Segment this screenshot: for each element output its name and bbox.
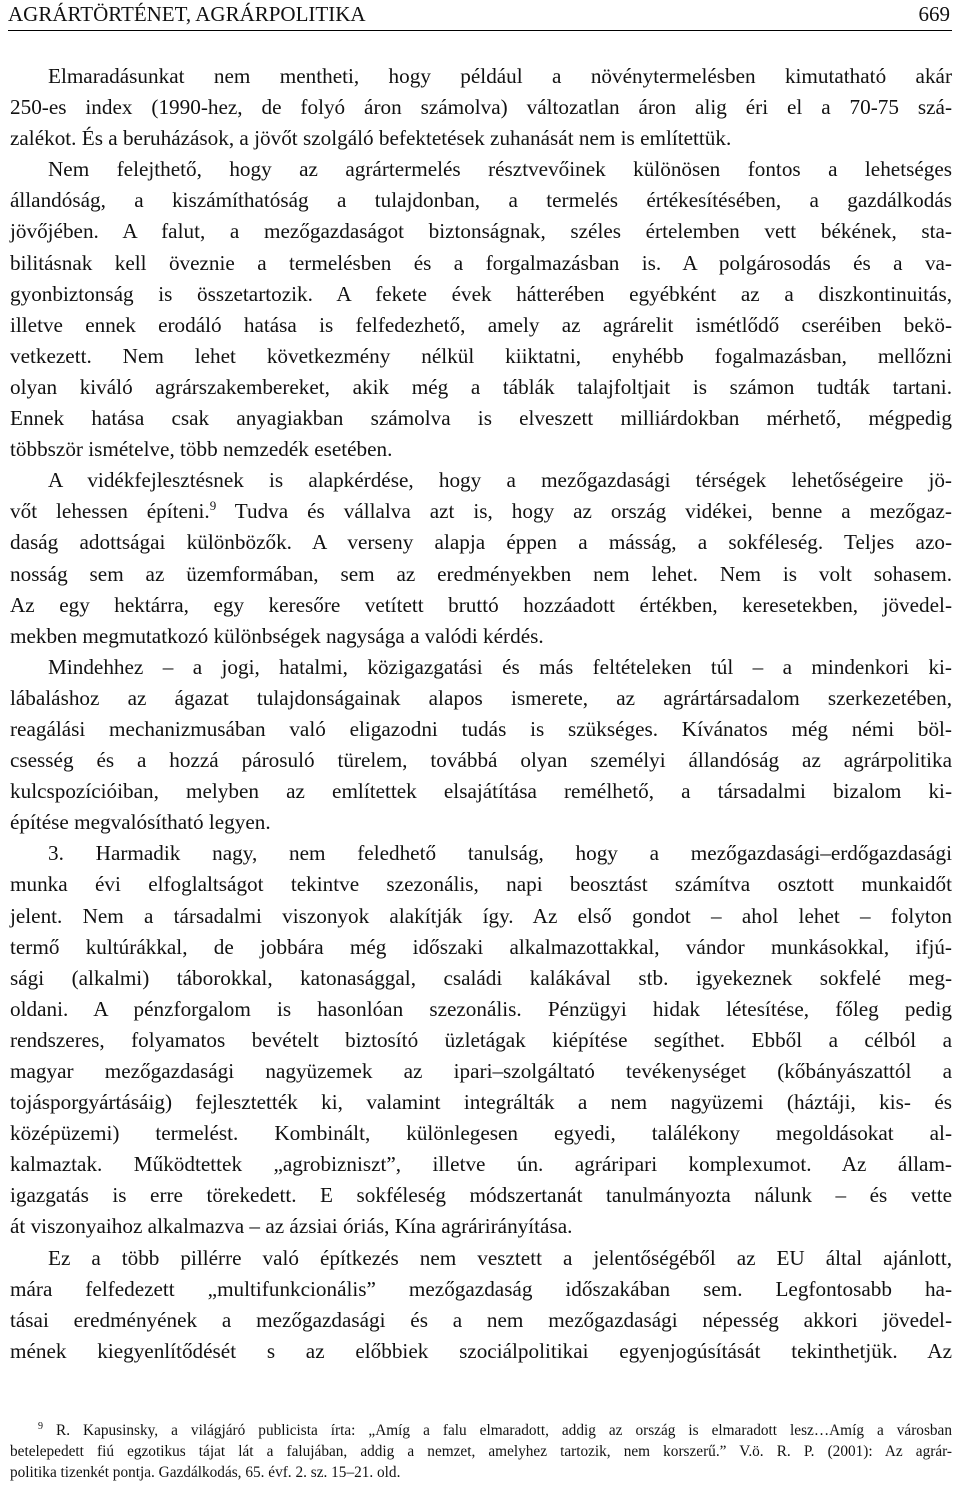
text-line: kalmaztak. Működtettek „agrobiznisztˮ, illetve ún. agráripari komplexumot. Az állam- <box>10 1152 952 1177</box>
text-line: mára felfedezett „multifunkcionálisˮ mezőgazdaság időszakában sem. Legfontosabb ha- <box>10 1276 952 1301</box>
text-line: jelent. Nem a társadalmi viszonyok alakítják így. Az első gondot – ahol lehet – folyton <box>10 903 952 928</box>
text-line: bilitásnak kell öveznie a termelésben és a forgalmazásban is. A polgárosodás és a va- <box>10 250 952 275</box>
text-line: lábaláshoz az ágazat tulajdonságainak alapos ismerete, az agrártársadalom szerkezetében, <box>10 685 952 710</box>
text-line: jövőjében. A falut, a mezőgazdaságot biztonságnak, széles értelemben vett békének, sta- <box>10 219 952 244</box>
text-line: Az egy hektárra, egy keresőre vetített bruttó hozzáadott értékben, keresetekben, jövedel- <box>10 592 952 617</box>
text-line: építése megvalósítható legyen. <box>10 810 271 835</box>
text-line: Nem felejthető, hogy az agrártermelés résztvevőinek különösen fontos a lehetséges <box>48 157 952 182</box>
running-header <box>8 0 952 31</box>
text-line: oldani. A pénzforgalom is hasonlóan szezonális. Pénzügyi hidak létesítése, főleg pedig <box>10 996 952 1021</box>
text-line: mének kiegyenlítődését s az előbbiek szociálpolitikai egyenjogúsítását tekinthetjük. Az <box>10 1338 952 1363</box>
footnote-line: politika tizenkét pontja. Gazdálkodás, 65. évf. 2. sz. 15–21. old. <box>10 1464 401 1481</box>
text-line: daság adottságai különbözők. A verseny alapja éppen a másság, a sokféleség. Teljes azo- <box>10 530 952 555</box>
text-line: át viszonyaihoz alkalmazva – az ázsiai óriás, Kína agrárirányítása. <box>10 1214 573 1239</box>
text-line: vetkezett. Nem lehet következmény nélkül kiiktatni, enyhébb fogalmazásban, mellőzni <box>10 343 952 368</box>
footnote-line: $^9$ R. Kapusinsky, a világjáró publicista írta: „Amíg a falu elmaradott, addig az ország is elmaradott lesz…Amíg a városban <box>38 1420 952 1439</box>
footnote-line: betelepedett fiú egzotikus tájat lát a falujában, addig a nemzet, amelyhez tartozik, nem korszerű.ˮ V.ö. R. P. (2001): Az agrár- <box>10 1443 952 1460</box>
text-line: illetve ennek erodáló hatása is felfedezhető, amely az agrárelit ismétlődő cseréiben bekö- <box>10 312 952 337</box>
text-line: termő kultúrákkal, de jobbára még időszaki alkalmazottakkal, vándor munkásokkal, ifjú- <box>10 934 952 959</box>
text-line: Ez a több pillérre való építkezés nem vesztett a jelentőségéből az EU által ajánlott, <box>48 1245 952 1270</box>
text-line: reagálási mechanizmusában való eligazodni tudás is szükséges. Kívánatos még némi böl- <box>10 716 952 741</box>
body-text <box>10 61 952 1367</box>
footnotes <box>10 1420 952 1483</box>
text-line: Mindehhez – a jogi, hatalmi, közigazgatási és más feltételeken túl – a mindenkori ki- <box>48 654 952 679</box>
page-number: 669 <box>918 2 950 26</box>
footnote-number: 9 <box>38 1420 43 1432</box>
text-line: sági (alkalmi) táborokkal, katonasággal, családi kalákával stb. igyekeznek sokfelé meg- <box>10 965 952 990</box>
running-title: AGRÁRTÖRTÉNET, AGRÁRPOLITIKA <box>8 2 366 26</box>
text-line: csesség és a hozzá párosuló türelem, továbbá olyan személyi állandóság az agrárpolitika <box>10 748 952 773</box>
text-line: középüzemi) termelést. Kombinált, különlegesen egyedi, találékony megoldásokat al- <box>10 1121 952 1146</box>
text-line: olyan kiváló agrárszakembereket, akik még a táblák talajfoltjait is számon tudták tartani. <box>10 374 952 399</box>
text-line: rendszeres, folyamatos bevételt biztosító üzletágak kiépítése segíthet. Ebből a célból a <box>10 1027 952 1052</box>
text-line: Ennek hatása csak anyagiakban számolva is elveszett milliárdokban mérhető, mégpedig <box>10 406 952 431</box>
text-line: kulcspozícióiban, melyben az említettek elsajátítása remélhető, a társadalmi bizalom ki- <box>10 779 952 804</box>
text-line: nosság sem az üzemformában, sem az eredményekben nem lehet. Nem is volt sohasem. <box>10 561 952 586</box>
text-line: munka évi elfoglaltságot tekintve szezonális, napi beosztást számítva osztott munkaidőt <box>10 872 952 897</box>
text-line: A vidékfejlesztésnek is alapkérdése, hogy a mezőgazdasági térségek lehetőségeire jö- <box>48 468 952 493</box>
text-line: többször ismételve, több nemzedék esetében. <box>10 437 393 462</box>
text-line: tásai eredményének a mezőgazdasági és a nem mezőgazdasági népesség akkori jövedel- <box>10 1307 952 1332</box>
text-line: vőt lehessen építeni.$^9$ Tudva és vállalva azt is, hogy az ország vidékei, benne a mezőgaz- <box>10 498 952 524</box>
text-line: Elmaradásunkat nem mentheti, hogy például a növénytermelésben kimutatható akár <box>48 64 952 88</box>
text-line: igazgatás is erre törekedett. E sokféleség módszertanát tanulmányozta nálunk – és vette <box>10 1183 952 1208</box>
text-line: zalékot. És a beruházások, a jövőt szolgáló befektetések zuhanását nem is említettük. <box>10 126 732 151</box>
text-line: 250-es index (1990-hez, de folyó áron számolva) változatlan áron alig éri el a 70-75 szá- <box>10 95 952 120</box>
text-line: 3. Harmadik nagy, nem feledhető tanulság, hogy a mezőgazdasági–erdőgazdasági <box>48 841 952 866</box>
text-line: mekben megmutatkozó különbségek nagysága a valódi kérdés. <box>10 623 544 648</box>
text-line: tojásporgyártásáig) fejlesztették ki, valamint integrálták a nem nagyüzemi (háztáji, kis- és <box>10 1090 952 1115</box>
text-line: állandóság, a kiszámíthatóság a tulajdonban, a termelés értékesítésében, a gazdálkodás <box>10 188 952 213</box>
text-line: gyonbiztonság is összetartozik. A fekete évek hátterében egyébként az a diszkontinuitás, <box>10 281 952 306</box>
text-line: magyar mezőgazdasági nagyüzemek az ipari–szolgáltató tevékenységet (kőbányászattól a <box>10 1059 952 1083</box>
footnote-marker: 9 <box>209 498 217 514</box>
